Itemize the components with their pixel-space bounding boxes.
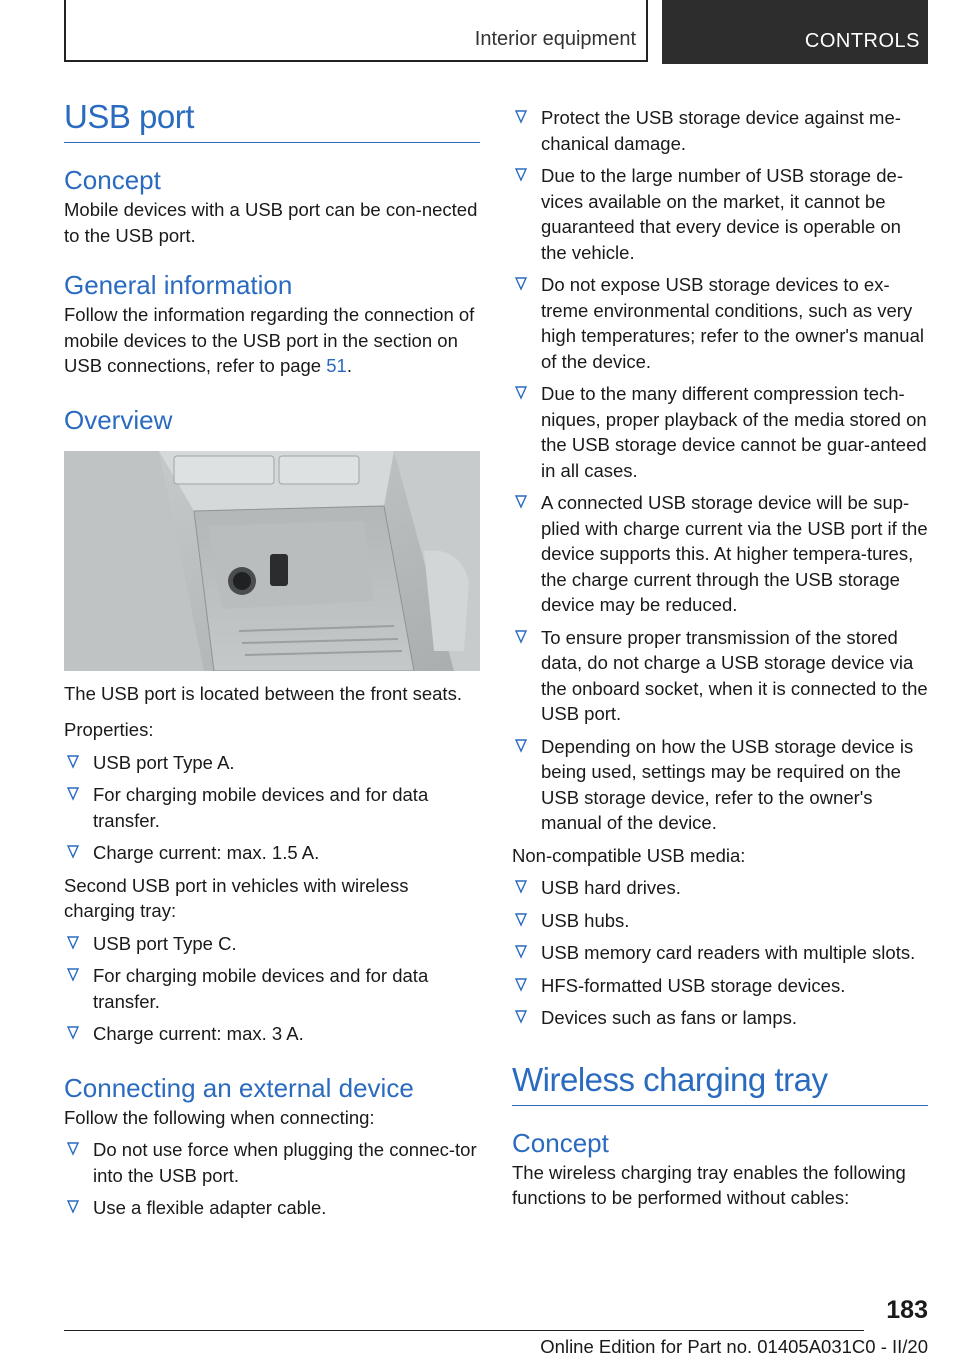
list-item xyxy=(512,490,928,618)
list-item xyxy=(512,163,928,265)
list-item-text: HFS-formatted USB storage devices. xyxy=(541,974,846,996)
footer-divider xyxy=(64,1330,864,1331)
list-item-text: Do not use force when plugging the connec-tor into the USB port. xyxy=(93,1139,477,1186)
header-chapter-tab xyxy=(662,0,928,64)
list-item xyxy=(64,931,480,957)
second-port-list xyxy=(64,931,480,1047)
triangle-bullet-icon xyxy=(514,494,528,510)
list-item-text: Depending on how the USB storage device is being used, settings may be required on the USB storage device, refer to the owner's manual of the device. xyxy=(541,735,914,833)
list-item-text: Due to the many different compression tech-niques, proper playback of the media stored on the USB storage device cannot be guar-anteed in all cases. xyxy=(541,383,927,481)
triangle-bullet-icon xyxy=(66,967,80,983)
usb-port-title: USB port xyxy=(64,98,480,143)
triangle-bullet-icon xyxy=(66,1025,80,1041)
list-item xyxy=(512,105,928,156)
properties-list xyxy=(64,750,480,866)
list-item-text: To ensure proper transmission of the stored data, do not charge a USB storage device via the onboard socket, when it is connected to the USB port. xyxy=(541,626,928,724)
usb-port-photo xyxy=(64,451,480,671)
triangle-bullet-icon xyxy=(514,879,528,895)
overview-heading: Overview xyxy=(64,404,173,435)
list-item-text: Devices such as fans or lamps. xyxy=(541,1007,798,1028)
triangle-bullet-icon xyxy=(514,944,528,960)
page-reference-link[interactable]: 51 xyxy=(326,355,347,376)
list-item xyxy=(512,734,928,836)
page-header xyxy=(64,0,928,64)
header-section-title: Interior equipment xyxy=(474,28,636,50)
list-item xyxy=(512,1005,928,1031)
triangle-bullet-icon xyxy=(514,1009,528,1025)
list-item xyxy=(64,782,480,833)
triangle-bullet-icon xyxy=(514,977,528,993)
connecting-label: Follow the following when connecting: xyxy=(64,1106,375,1128)
list-item-text: USB port Type C. xyxy=(93,932,237,954)
list-item xyxy=(512,875,928,901)
wireless-concept-text: The wireless charging tray enables the following functions to be performed without cables: xyxy=(512,1161,906,1208)
list-item-text: A connected USB storage device will be sup-plied with charge current via the USB port if the device supports this. At higher tempera-tures, the charge current through the USB storage device may be reduced. xyxy=(541,492,928,615)
list-item xyxy=(64,1195,480,1221)
list-item xyxy=(64,750,480,776)
list-item xyxy=(512,625,928,727)
connecting-list xyxy=(64,1137,480,1221)
list-item xyxy=(64,840,480,866)
header-chapter-label: CONTROLS xyxy=(804,30,920,52)
list-item xyxy=(512,908,928,934)
list-item-text: Due to the large number of USB storage de-vices available on the market, it cannot be guaranteed that every device is operable on the vehicle. xyxy=(541,165,903,263)
properties-label: Properties: xyxy=(64,719,154,740)
list-item xyxy=(512,272,928,374)
triangle-bullet-icon xyxy=(66,1199,80,1215)
triangle-bullet-icon xyxy=(514,109,528,125)
general-info-text-end: . xyxy=(346,355,352,376)
triangle-bullet-icon xyxy=(514,167,528,183)
triangle-bullet-icon xyxy=(514,385,528,401)
concept-heading: Concept xyxy=(64,165,161,195)
list-item-text: USB port Type A. xyxy=(93,751,235,773)
photo-caption: The USB port is located between the front seats. xyxy=(64,682,462,704)
list-item xyxy=(64,1137,480,1188)
left-column xyxy=(64,98,480,1221)
footer-edition: Online Edition for Part no. 01405A031C0 - II/20 xyxy=(540,1336,928,1357)
concept-text: Mobile devices with a USB port can be con-nected to the USB port. xyxy=(64,199,478,246)
page-number: 183 xyxy=(886,1296,928,1324)
list-item-text: USB hubs. xyxy=(541,909,630,931)
list-item xyxy=(512,381,928,483)
triangle-bullet-icon xyxy=(66,1141,80,1157)
connecting-heading: Connecting an external device xyxy=(64,1072,414,1103)
triangle-bullet-icon xyxy=(514,629,528,645)
list-item-text: For charging mobile devices and for data transfer. xyxy=(93,965,429,1012)
triangle-bullet-icon xyxy=(514,276,528,292)
list-item xyxy=(512,940,928,966)
list-item xyxy=(64,1021,480,1047)
usb-precautions-list xyxy=(512,105,928,836)
triangle-bullet-icon xyxy=(514,738,528,754)
list-item xyxy=(64,963,480,1014)
list-item-text: Do not expose USB storage devices to ex-treme environmental conditions, such as very high temperatures; refer to the owner's manual of the device. xyxy=(541,274,924,372)
list-item-text: Use a flexible adapter cable. xyxy=(93,1197,327,1218)
list-item-text: Protect the USB storage device against me-chanical damage. xyxy=(541,107,901,154)
list-item-text: USB memory card readers with multiple slots. xyxy=(541,942,916,963)
list-item-text: For charging mobile devices and for data transfer. xyxy=(93,784,429,831)
wireless-charging-title: Wireless charging tray xyxy=(512,1061,928,1106)
general-info-heading: General information xyxy=(64,270,293,300)
triangle-bullet-icon xyxy=(66,844,80,860)
list-item xyxy=(512,973,928,999)
general-info-text-body: Follow the information regarding the connection of mobile devices to the USB port in the section on USB connections, refer to page xyxy=(64,304,475,376)
list-item-text: Charge current: max. 1.5 A. xyxy=(93,842,320,863)
triangle-bullet-icon xyxy=(514,912,528,928)
noncompat-label: Non-compatible USB media: xyxy=(512,844,746,866)
triangle-bullet-icon xyxy=(66,935,80,951)
second-port-label: Second USB port in vehicles with wireless charging tray: xyxy=(64,874,409,921)
noncompat-list xyxy=(512,875,928,1031)
triangle-bullet-icon xyxy=(66,786,80,802)
general-info-text xyxy=(64,302,480,379)
triangle-bullet-icon xyxy=(66,754,80,770)
wireless-concept-heading: Concept xyxy=(512,1127,609,1158)
right-column xyxy=(512,105,928,1211)
list-item-text: Charge current: max. 3 A. xyxy=(93,1023,304,1044)
list-item-text: USB hard drives. xyxy=(541,877,681,898)
